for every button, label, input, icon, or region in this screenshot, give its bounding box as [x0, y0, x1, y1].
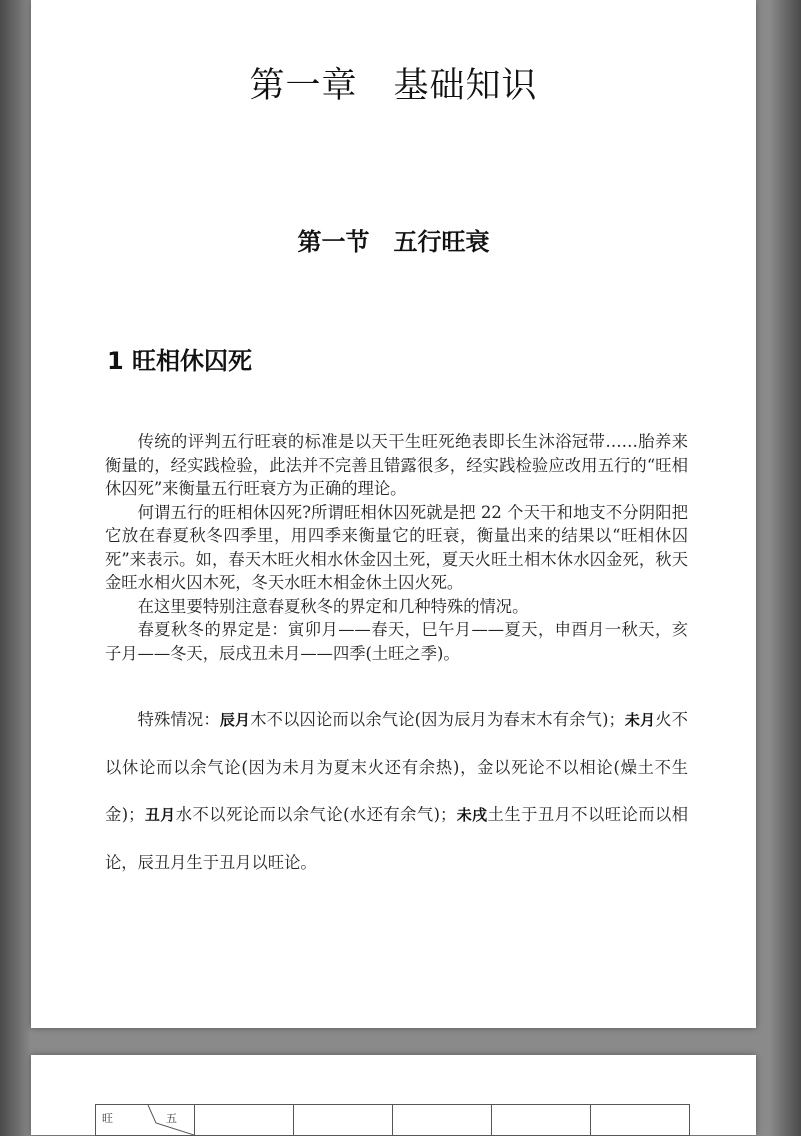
keyword: 丑月 [144, 806, 176, 824]
document-page-1 [31, 0, 756, 1028]
special-text: 特殊情况： [137, 710, 220, 729]
diagonal-header-cell [96, 1105, 195, 1136]
document-page-2 [31, 1055, 756, 1135]
table-row [96, 1105, 690, 1136]
keyword: 未戌 [456, 806, 488, 824]
subsection-title: 1 旺相休囚死 [107, 347, 253, 375]
wuxing-table [95, 1104, 690, 1136]
paragraph: 何谓五行的旺相休囚死?所谓旺相休囚死就是把 22 个天干和地支不分阴阳把它放在春夏秋冬四季里，用四季来衡量它的旺衰，衡量出来的结果以“旺相休囚死”来表示。如，春天木旺火相水休金囚土死，夏天火旺土相木休水囚金死，秋天金旺水相火囚木死，冬天水旺木相金休土囚火死。 [105, 502, 688, 592]
paragraph: 传统的评判五行旺衰的标准是以天干生旺死绝表即长生沐浴冠带……胎养来衡量的，经实践检验，此法并不完善且错露很多，经实践检验应改用五行的“旺相休囚死”来衡量五行旺衰方为正确的理论。 [105, 432, 688, 498]
chapter-title: 第一章 基础知识 [249, 66, 538, 106]
body-text [105, 430, 688, 665]
corner-label-right: 五 [166, 1112, 177, 1125]
special-text: 土生于丑月不以旺论而以相论，辰丑月生于丑月以旺论。 [105, 805, 688, 872]
keyword: 辰月 [219, 711, 251, 729]
table-cell [294, 1105, 393, 1136]
table-cell [492, 1105, 591, 1136]
keyword: 未月 [624, 711, 656, 729]
table-cell [195, 1105, 294, 1136]
special-text: 水不以死论而以余气论(水还有余气)； [175, 805, 457, 824]
special-cases-paragraph [105, 696, 688, 886]
paragraph: 在这里要特别注意春夏秋冬的界定和几种特殊的情况。 [137, 596, 529, 616]
special-text: 火不以休论而以余气论(因为未月为夏末火还有余热)，金以死论不以相论(燥土不生金)； [105, 710, 688, 824]
table-cell [393, 1105, 492, 1136]
corner-label-left: 旺 [102, 1112, 113, 1125]
paragraph: 春夏秋冬的界定是：寅卯月——春天，巳午月——夏天，申酉月一秋天，亥子月——冬天，辰戌丑未月——四季(土旺之季)。 [105, 620, 688, 663]
table-cell [591, 1105, 690, 1136]
section-title: 第一节 五行旺衰 [297, 228, 490, 256]
special-text: 木不以囚论而以余气论(因为辰月为春末木有余气)； [250, 710, 625, 729]
